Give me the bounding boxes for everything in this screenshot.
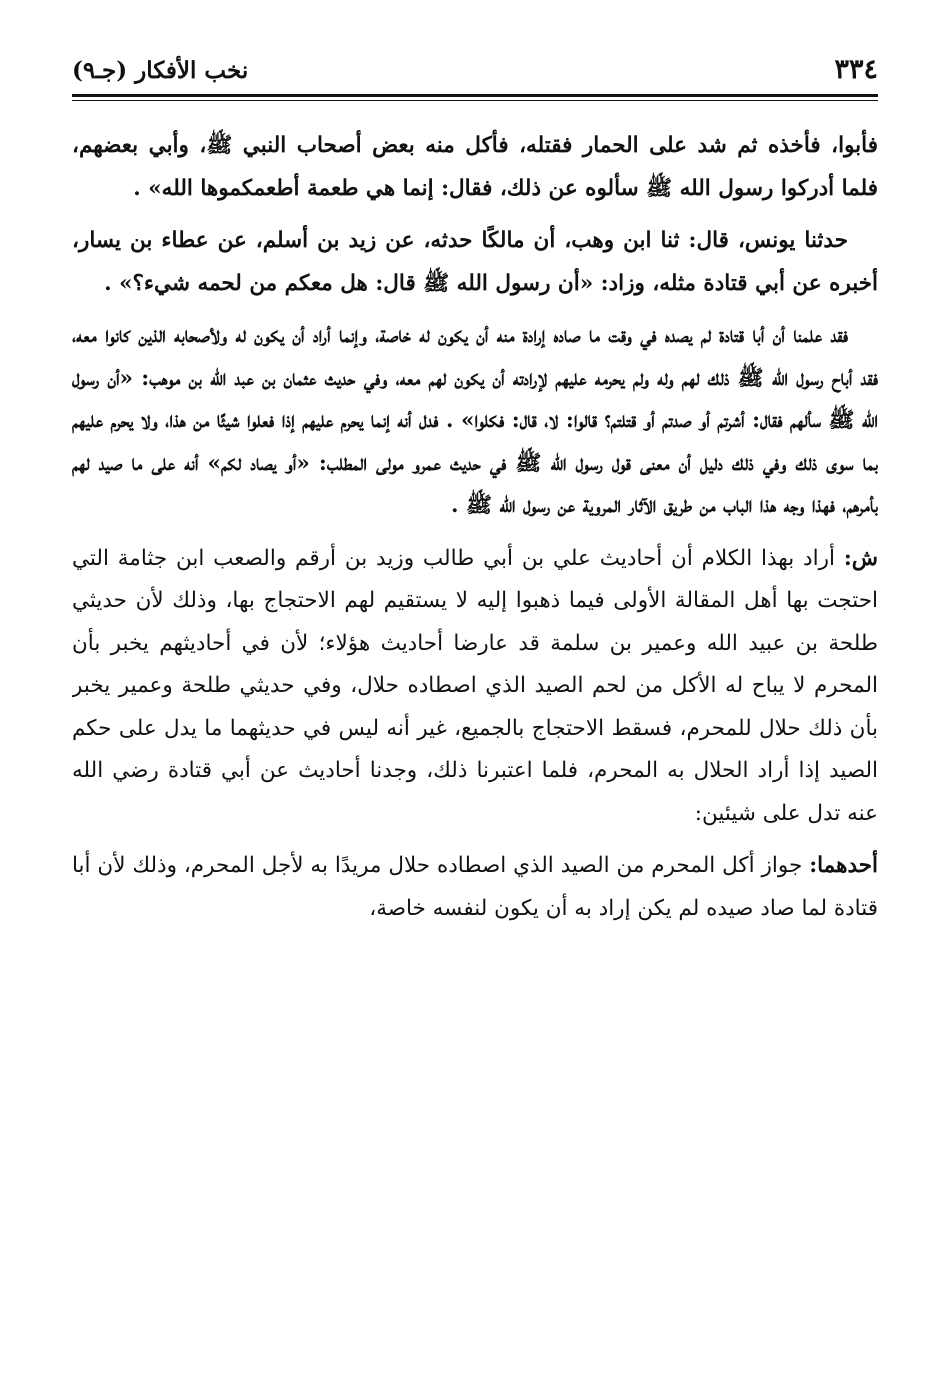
commentary-paragraph-1 <box>72 538 878 836</box>
running-header <box>72 52 878 92</box>
hadith-paragraph-3: فقد علمنا أن أبا قتادة لم يصده في وقت ما صاده إرادة منه أن يكون له خاصة، وإنما أراد أن يكون له ولأصحابه الذين كانوا معه، فقد أباح رسول الله ﷺ ذلك لهم وله ولم يحرمه عليهم لإرادته أن يكون لهم معه، وفي حديث عثمان بن عبد الله بن موهب: «أن رسول الله ﷺ سألهم فقال: أشرتم أو صدتم أو قتلتم؟ قالوا: لا، قال: فكلوا» . فدل أنه إنما يحرم عليهم إذا فعلوا شيئًا من هذا، ولا يحرم عليهم بما سوى ذلك وفي ذلك دليل أن معنى قول رسول الله ﷺ في حديث عمرو مولى المطلب: «أو يصاد لكم» أنه على ما صيد لهم بأمرهم، فهذا وجه هذا الباب من طريق الآثار المروية عن رسول الله ﷺ . <box>72 323 878 518</box>
book-page <box>72 52 878 1352</box>
header-rule <box>72 94 878 97</box>
commentary-block <box>72 538 878 931</box>
hadith-paragraph-1: فأبوا، فأخذه ثم شد على الحمار فقتله، فأكل منه بعض أصحاب النبي ﷺ، وأبي بعضهم، فلما أدركوا رسول الله ﷺ سألوه عن ذلك، فقال: إنما هي طعمة أطعمكموها الله» . <box>72 133 878 201</box>
commentary-lead: ش: <box>843 545 878 571</box>
first-point-lead: أحدهما: <box>809 853 878 878</box>
page-number: ٣٣٤ <box>834 54 878 85</box>
commentary-text-2: جواز أكل المحرم من الصيد الذي اصطاده حلال مريدًا به لأجل المحرم، وذلك لأن أبا قتادة لما صاد صيده لم يكن إراد به أن يكون لنفسه خاصة، <box>72 853 878 921</box>
hadith-text-block <box>72 125 878 528</box>
hadith-paragraph-2: حدثنا يونس، قال: ثنا ابن وهب، أن مالكًا حدثه، عن زيد بن أسلم، عن عطاء بن يسار، أخبره عن أبي قتادة مثله، وزاد: «أن رسول الله ﷺ قال: هل معكم من لحمه شيء؟» . <box>72 228 878 296</box>
commentary-paragraph-2 <box>72 845 878 930</box>
page-content <box>72 125 878 930</box>
book-title: نخب الأفكار (جـ٩) <box>72 57 249 84</box>
header-rule-thin <box>72 100 878 101</box>
commentary-text-1: أراد بهذا الكلام أن أحاديث علي بن أبي طالب وزيد بن أرقم والصعب ابن جثامة التي احتجت بها أهل المقالة الأولى فيما ذهبوا إليه لا يستقيم لهم الاحتجاج بها، وذلك لأن حديثي طلحة بن عبيد الله وعمير بن سلمة قد عارضا أحاديث هؤلاء؛ لأن في أحاديثهم يخبر بأن المحرم لا يباح له الأكل من لحم الصيد الذي اصطاده حلال، وفي حديثي طلحة وعمير يخبر بأن ذلك حلال للمحرم، فسقط الاحتجاج بالجميع، غير أنه ليس في حديثهما ما يدل على حكم الصيد إذا أراد الحلال به المحرم، فلما اعتبرنا ذلك، وجدنا أحاديث عن أبي قتادة رضي الله عنه تدل على شيئين: <box>72 545 878 826</box>
